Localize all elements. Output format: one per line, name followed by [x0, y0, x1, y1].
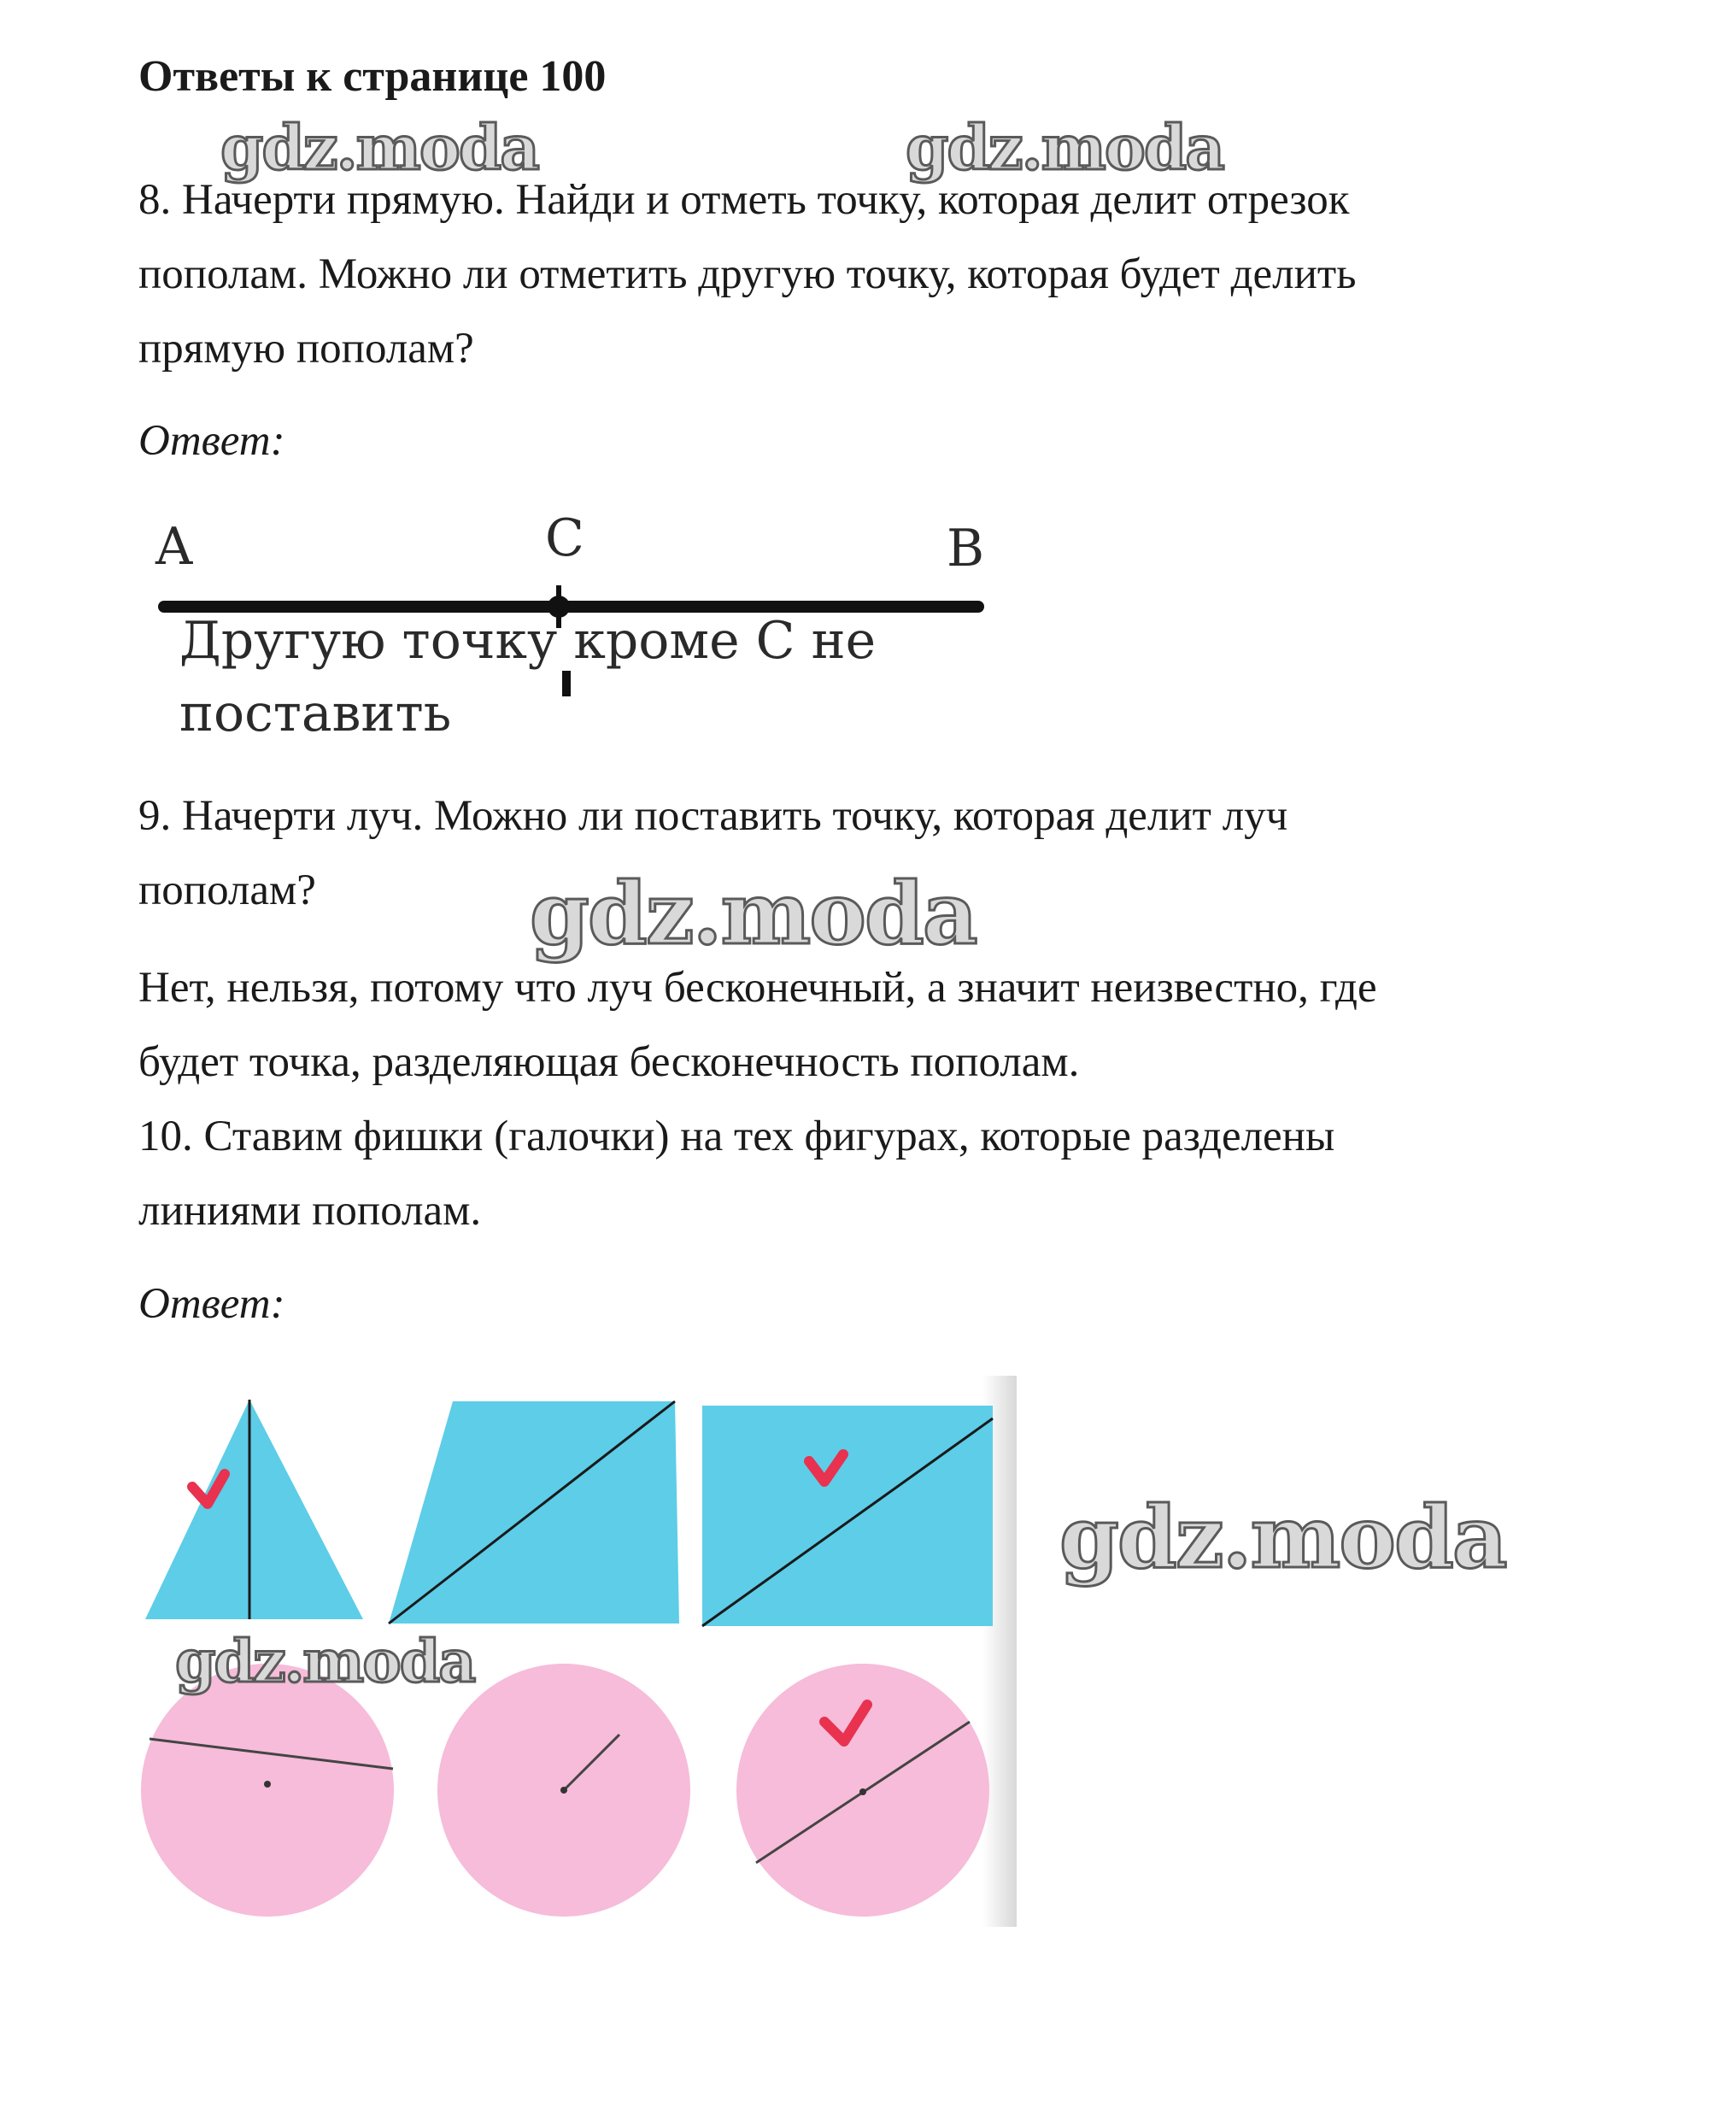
- circle-center-dot: [264, 1781, 271, 1788]
- label-a: A: [155, 517, 193, 577]
- triangle-shape: [145, 1400, 363, 1619]
- note-line-2: поставить: [179, 684, 452, 743]
- watermark: gdz.moda: [175, 1628, 475, 1696]
- square-shape: [702, 1406, 993, 1626]
- label-b: B: [947, 519, 985, 578]
- segment-figure: [145, 504, 1017, 752]
- circle-shape-1: [141, 1664, 394, 1917]
- q9-text-line-2: пополам?: [138, 866, 316, 914]
- q9-answer-line-2: будет точка, разделяющая бесконечность пополам.: [138, 1038, 1080, 1086]
- note-line-1: Другую точку кроме С не: [179, 611, 877, 671]
- q8-answer-label: Ответ:: [138, 417, 285, 465]
- q8-text-line-3: прямую пополам?: [138, 325, 474, 373]
- watermark: gdz.moda: [530, 863, 976, 964]
- watermark: gdz.moda: [220, 111, 538, 184]
- q9-answer-line-1: Нет, нельзя, потому что луч бесконечный, а значит неизвестно, где: [138, 964, 1377, 1012]
- q8-text-line-1: 8. Начерти прямую. Найди и отметь точку, которая делит отрезок: [138, 176, 1350, 224]
- q8-text-line-2: пополам. Можно ли отметить другую точку, которая будет делить: [138, 250, 1357, 298]
- q10-text-line-1: 10. Ставим фишки (галочки) на тех фигурах, которые разделены: [138, 1113, 1335, 1160]
- page-title: Ответы к странице 100: [138, 52, 607, 101]
- circle-center-dot: [859, 1788, 866, 1795]
- watermark: gdz.moda: [1059, 1487, 1506, 1588]
- label-c: C: [545, 508, 584, 568]
- q9-text-line-1: 9. Начерти луч. Можно ли поставить точку, которая делит луч: [138, 792, 1288, 840]
- watermark: gdz.moda: [906, 111, 1223, 184]
- q10-answer-label: Ответ:: [138, 1280, 285, 1328]
- circle-center-dot: [560, 1787, 567, 1794]
- q10-text-line-2: линиями пополам.: [138, 1187, 482, 1235]
